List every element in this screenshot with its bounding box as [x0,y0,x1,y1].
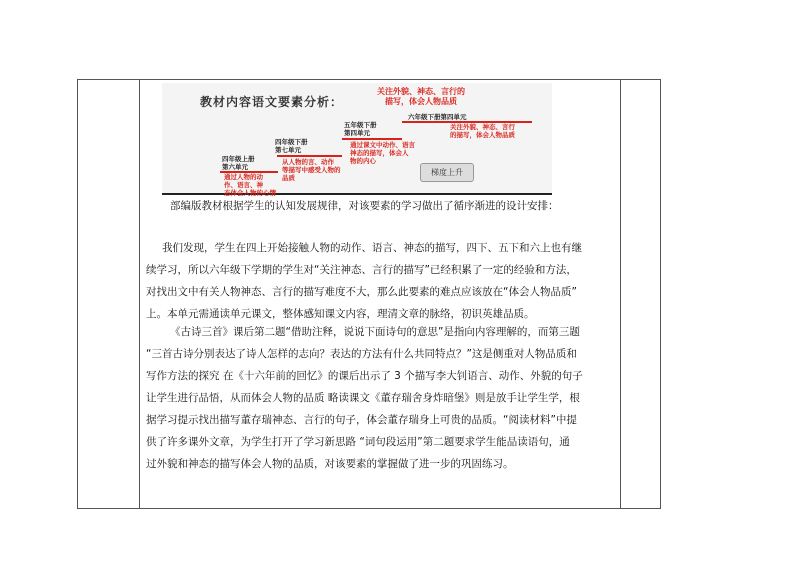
figure-title: 教材内容语文要素分析： [200,95,344,109]
step-desc [224,173,276,197]
text-line: 上。本单元需通读单元课文，整体感知课文内容，理清文章的脉络，初识英雄品质。 [146,308,535,320]
text-line: 对找出文中有关人物神态、言行的描写难度不大，那么此要素的难点应该放在“体会人物品质” [146,286,577,298]
step-desc-line: 等描写中感受人物的 [282,166,341,174]
step-desc-line: 作、语言、神 [224,181,263,189]
step-bar [342,138,402,140]
step-desc-line: 关注外貌、神态、言行 [450,123,515,131]
text-line: “三首古诗分别表达了诗人怎样的志向？表达的方法有什么共同特点？”这是侧重对人物品质和 [146,348,577,360]
text-line: 据学习提示找出描写董存瑞神态、言行的句子，体会董存瑞身上可贵的品质。“阅读材料”中提 [146,414,577,426]
figure-focus-text [377,87,465,107]
step-desc-line: 通过课文中动作、语言 [350,141,415,149]
step-desc [350,141,415,165]
table-top-border [77,79,661,80]
table-right-border [660,79,661,509]
step-label [408,113,467,121]
step-label [275,138,308,154]
step-bar [277,155,342,157]
figure-caption: 部编版教材根据学生的认知发展规律，对该要素的学习做出了循序渐进的设计安排： [170,200,559,212]
paragraph-lesson-analysis [146,321,616,475]
step-label-line: 四年级下册 [275,138,308,146]
text-line: 过外貌和神态的描写体会人物的品质，对该要素的掌握做了进一步的巩固练习。 [146,458,514,470]
focus-line: 描写，体会人物品质 [385,97,457,106]
step-label-line: 第七单元 [275,146,301,154]
step-label-line: 第六单元 [222,163,248,171]
step-label [222,155,255,171]
text-line: 我们发现，学生在四上开始接触人物的动作、语言、神态的描写，四下、五下和六上也有继 [162,242,582,254]
focus-line: 关注外貌、神态、言行的 [377,87,465,96]
gradient-rise-button: 梯度上升 [420,163,474,182]
text-line: 写作方法的探究 在《十六年前的回忆》的课后出示了 3 个描写李大钊语言、动作、外貌的句子 [146,370,583,382]
step-desc-line: 品质 [282,174,295,182]
step-desc-line: 的描写，体会人物品质 [450,131,515,139]
step-label-line: 四年级上册 [222,155,255,163]
text-line: 供了许多课外文章，为学生打开了学习新思路 “词句段运用”第二题要求学生能品读语句，通 [146,436,570,448]
step-label-line: 第四单元 [344,129,370,137]
table-column-divider-left [139,79,140,509]
step-label [344,121,377,137]
step-desc-line: 通过人物的动 [224,173,263,181]
step-desc [450,123,515,139]
step-desc-line: 从人物的言、动作 [282,158,334,166]
step-desc [282,158,341,182]
step-desc-line: 神态的描写，体会人 [350,149,409,157]
table-column-divider-right [620,79,621,509]
step-desc-line: 态体会人物的心情 [224,189,276,197]
table-left-border [77,79,78,509]
step-label-line: 六年级下册第四单元 [408,113,467,121]
text-line: 《古诗三首》课后第二题“借助注释，说说下面诗句的意思”是指向内容理解的，而第三题 [170,326,580,338]
step-label-line: 五年级下册 [344,121,377,129]
step-desc-line: 物的内心 [350,157,376,165]
element-analysis-figure [162,83,552,195]
text-line: 续学习，所以六年级下学期的学生对“关注神态、言行的描写”已经积累了一定的经验和方法， [146,264,577,276]
table-bottom-border [77,508,661,509]
paragraph-findings [146,237,616,325]
text-line: 让学生进行品悟，从而体会人物的品质 略读课文《董存瑞舍身炸暗堡》则是放手让学生学，根 [146,392,580,404]
